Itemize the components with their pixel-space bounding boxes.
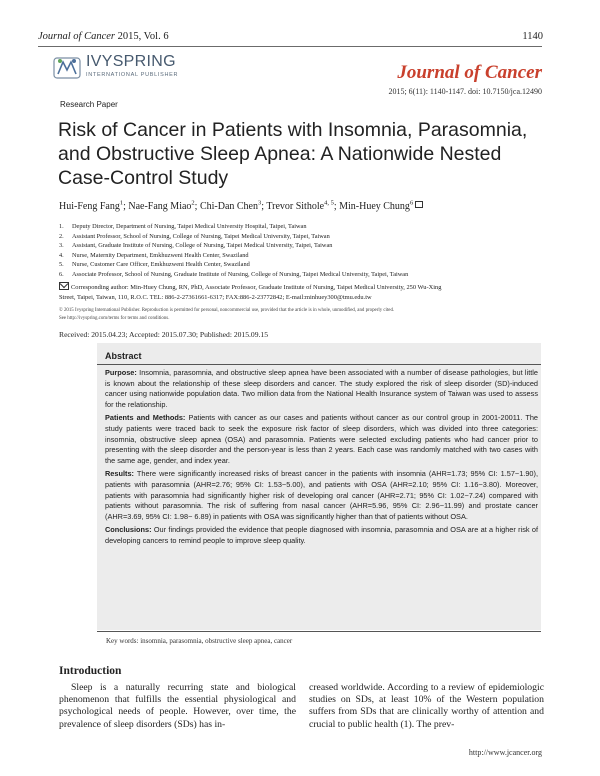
publication-dates: Received: 2015.04.23; Accepted: 2015.07.30; Published: 2015.09.15: [59, 330, 269, 339]
abstract-results: Results: There were significantly increased risks of breast cancer in the patients with insomnia (AHR=1.73; 95% CI: 1.57−1.90), patients with parasomnia (AHR=2.76; 95% CI: 1.53−5.00), and patients with OSA (AHR=2.10; 95% CI: 1.16−3.80). Moreover, patients with parasomnia had significantly higher risk of developing oral cancer (AHR=2.71; 95% CI: 1.02−7.24) compared with patients without parasomnia. The risk of suffering from nasal cancer (AHR=5.96, 95% CI: 2.96−11.99) and prostate cancer (AHR=3.69, 95% CI: 1.98− 6.89) in patients with OSA was significantly higher than that of patients without OSA.: [105, 469, 538, 521]
affiliation-item: 6. Associate Professor, School of Nursing, Graduate Institute of Nursing, College of Nursing, Taipei Medical University, Taipei, Taiwan: [59, 270, 409, 278]
abstract-divider: [97, 364, 541, 365]
author-list: [59, 200, 559, 212]
affiliation-list: [59, 222, 559, 280]
copyright-notice: © 2015 Ivyspring International Publisher. Reproduction is permitted for personal, noncommercial use, provided that the article is in whole, unmodified, and properly cited. See http://ivyspring.com/terms for terms and conditions.: [59, 308, 395, 321]
mail-icon: [59, 282, 69, 290]
publisher-tagline: INTERNATIONAL PUBLISHER: [86, 72, 179, 78]
running-header-journal-name: Journal of Cancer: [38, 31, 115, 42]
corresponding-contact[interactable]: Street, Taipei, Taiwan, 110, R.O.C. TEL: 886-2-27361661-6317; FAX:886-2-23772842; E-mail:minhuey300@tmu.edu.tw: [59, 293, 372, 301]
citation: 2015; 6(11): 1140-1147. doi: 10.7150/jca.12490: [388, 87, 542, 96]
author: Chi-Dan Chen$^3$;: [199, 200, 267, 213]
running-header-volume: 2015, Vol. 6: [117, 31, 169, 42]
terms-link[interactable]: See http://ivyspring.com/terms for terms and conditions.: [59, 316, 170, 321]
introduction-column-right: creased worldwide. According to a review of epidemiologic studies on SDs, at least 10% of the Western population suffers from SDs that are clinically worthy of attention and crucial to public health (1). The prev-: [309, 682, 544, 730]
introduction-heading: Introduction: [59, 665, 122, 677]
abstract-methods: Patients and Methods: Patients with cancer as our cases and patients without cancer as our control group in 2001-20011. The study patients were traced back to seek the exposure risk factor of sleep disorders, which was divided into three categories: insomnia, obstructive sleep apnea (OSA) and parasomnia. Patients were selected excluding patients who had cancer prior to presenting with the sleep disorder and the person-year is less than 2 years. Each case was randomly matched with two cases with the same age, gender, and index year.: [105, 413, 538, 465]
envelope-icon: [415, 201, 423, 208]
author: Hui-Feng Fang$^1$;: [59, 200, 129, 213]
abstract-conclusions: Conclusions: Our findings provided the evidence that people diagnosed with insomnia, parasomnia and OSA are at a higher risk of developing cancers to remind people to improve sleep quality.: [105, 525, 539, 545]
author: Trevor Sithole$^{4, 5}$;: [266, 200, 340, 213]
article-type: Research Paper: [60, 100, 118, 109]
running-header-journal: [38, 31, 169, 42]
author: Nae-Fang Miao$^2$;: [128, 200, 200, 213]
footer-url[interactable]: http://www.jcancer.org: [468, 748, 542, 757]
introduction-column-left: Sleep is a naturally recurring state and biological phenomenon that fulfills the essential physiological and psychological needs of people. However, over time, the prevalence of sleep disorders (SDs) has in-: [59, 682, 296, 730]
keywords: Key words: insomnia, parasomnia, obstructive sleep apnea, cancer: [106, 637, 293, 645]
abstract-purpose: Purpose: Insomnia, parasomnia, and obstructive sleep apnea have been associated with a number of disease pathologies, but little is known about the relationship of these sleep disorders and cancer. The study explored the risk of sleep disorder (SD)-induced cancer using nationwide population data. Two million data from the National Health Insurance system of Taiwan was used to assess for the relationship.: [105, 368, 538, 409]
corresponding-author: Corresponding author: Min-Huey Chung, RN, PhD, Associate Professor, Graduate Institute of Nursing, Taipei Medical University, 250 Wu-Xing Street, Taipei, Taiwan, 110, R.O.C. TEL: 886-2-27361661-6317; FAX:886-2-23772842; E-mail:minhuey300@tmu.edu.tw: [59, 284, 442, 301]
affiliation-item: 4. Nurse, Maternity Department, Emkhuzweni Health Center, Swaziland: [59, 251, 249, 259]
author: Min-Huey Chung$^6$: [339, 201, 423, 212]
header-divider: [38, 46, 542, 47]
affiliation-item: 1. Deputy Director, Department of Nursing, Taipei Medical University Hospital, Taipei, Taiwan: [59, 223, 307, 230]
publisher-name: IVYSPRING: [86, 53, 176, 70]
affiliation-item: 3. Assistant, Graduate Institute of Nursing, College of Nursing, Taipei Medical University, Taipei, Taiwan: [59, 242, 333, 250]
keywords-divider: [97, 631, 541, 632]
affiliation-item: 5. Nurse, Customer Care Officer, Emkhuzweni Health Center, Swaziland: [59, 261, 250, 269]
journal-brand: Journal of Cancer: [397, 62, 542, 83]
abstract-body: [105, 368, 538, 550]
article-title: Risk of Cancer in Patients with Insomnia, Parasomnia, and Obstructive Sleep Apnea: A Nationwide Nested Case-Control Study: [58, 119, 528, 189]
affiliation-item: 2. Assistant Professor, School of Nursing, College of Nursing, Taipei Medical University, Taipei, Taiwan: [59, 232, 330, 240]
running-header-page-number: 1140: [522, 31, 543, 42]
abstract-heading: Abstract: [105, 351, 142, 361]
